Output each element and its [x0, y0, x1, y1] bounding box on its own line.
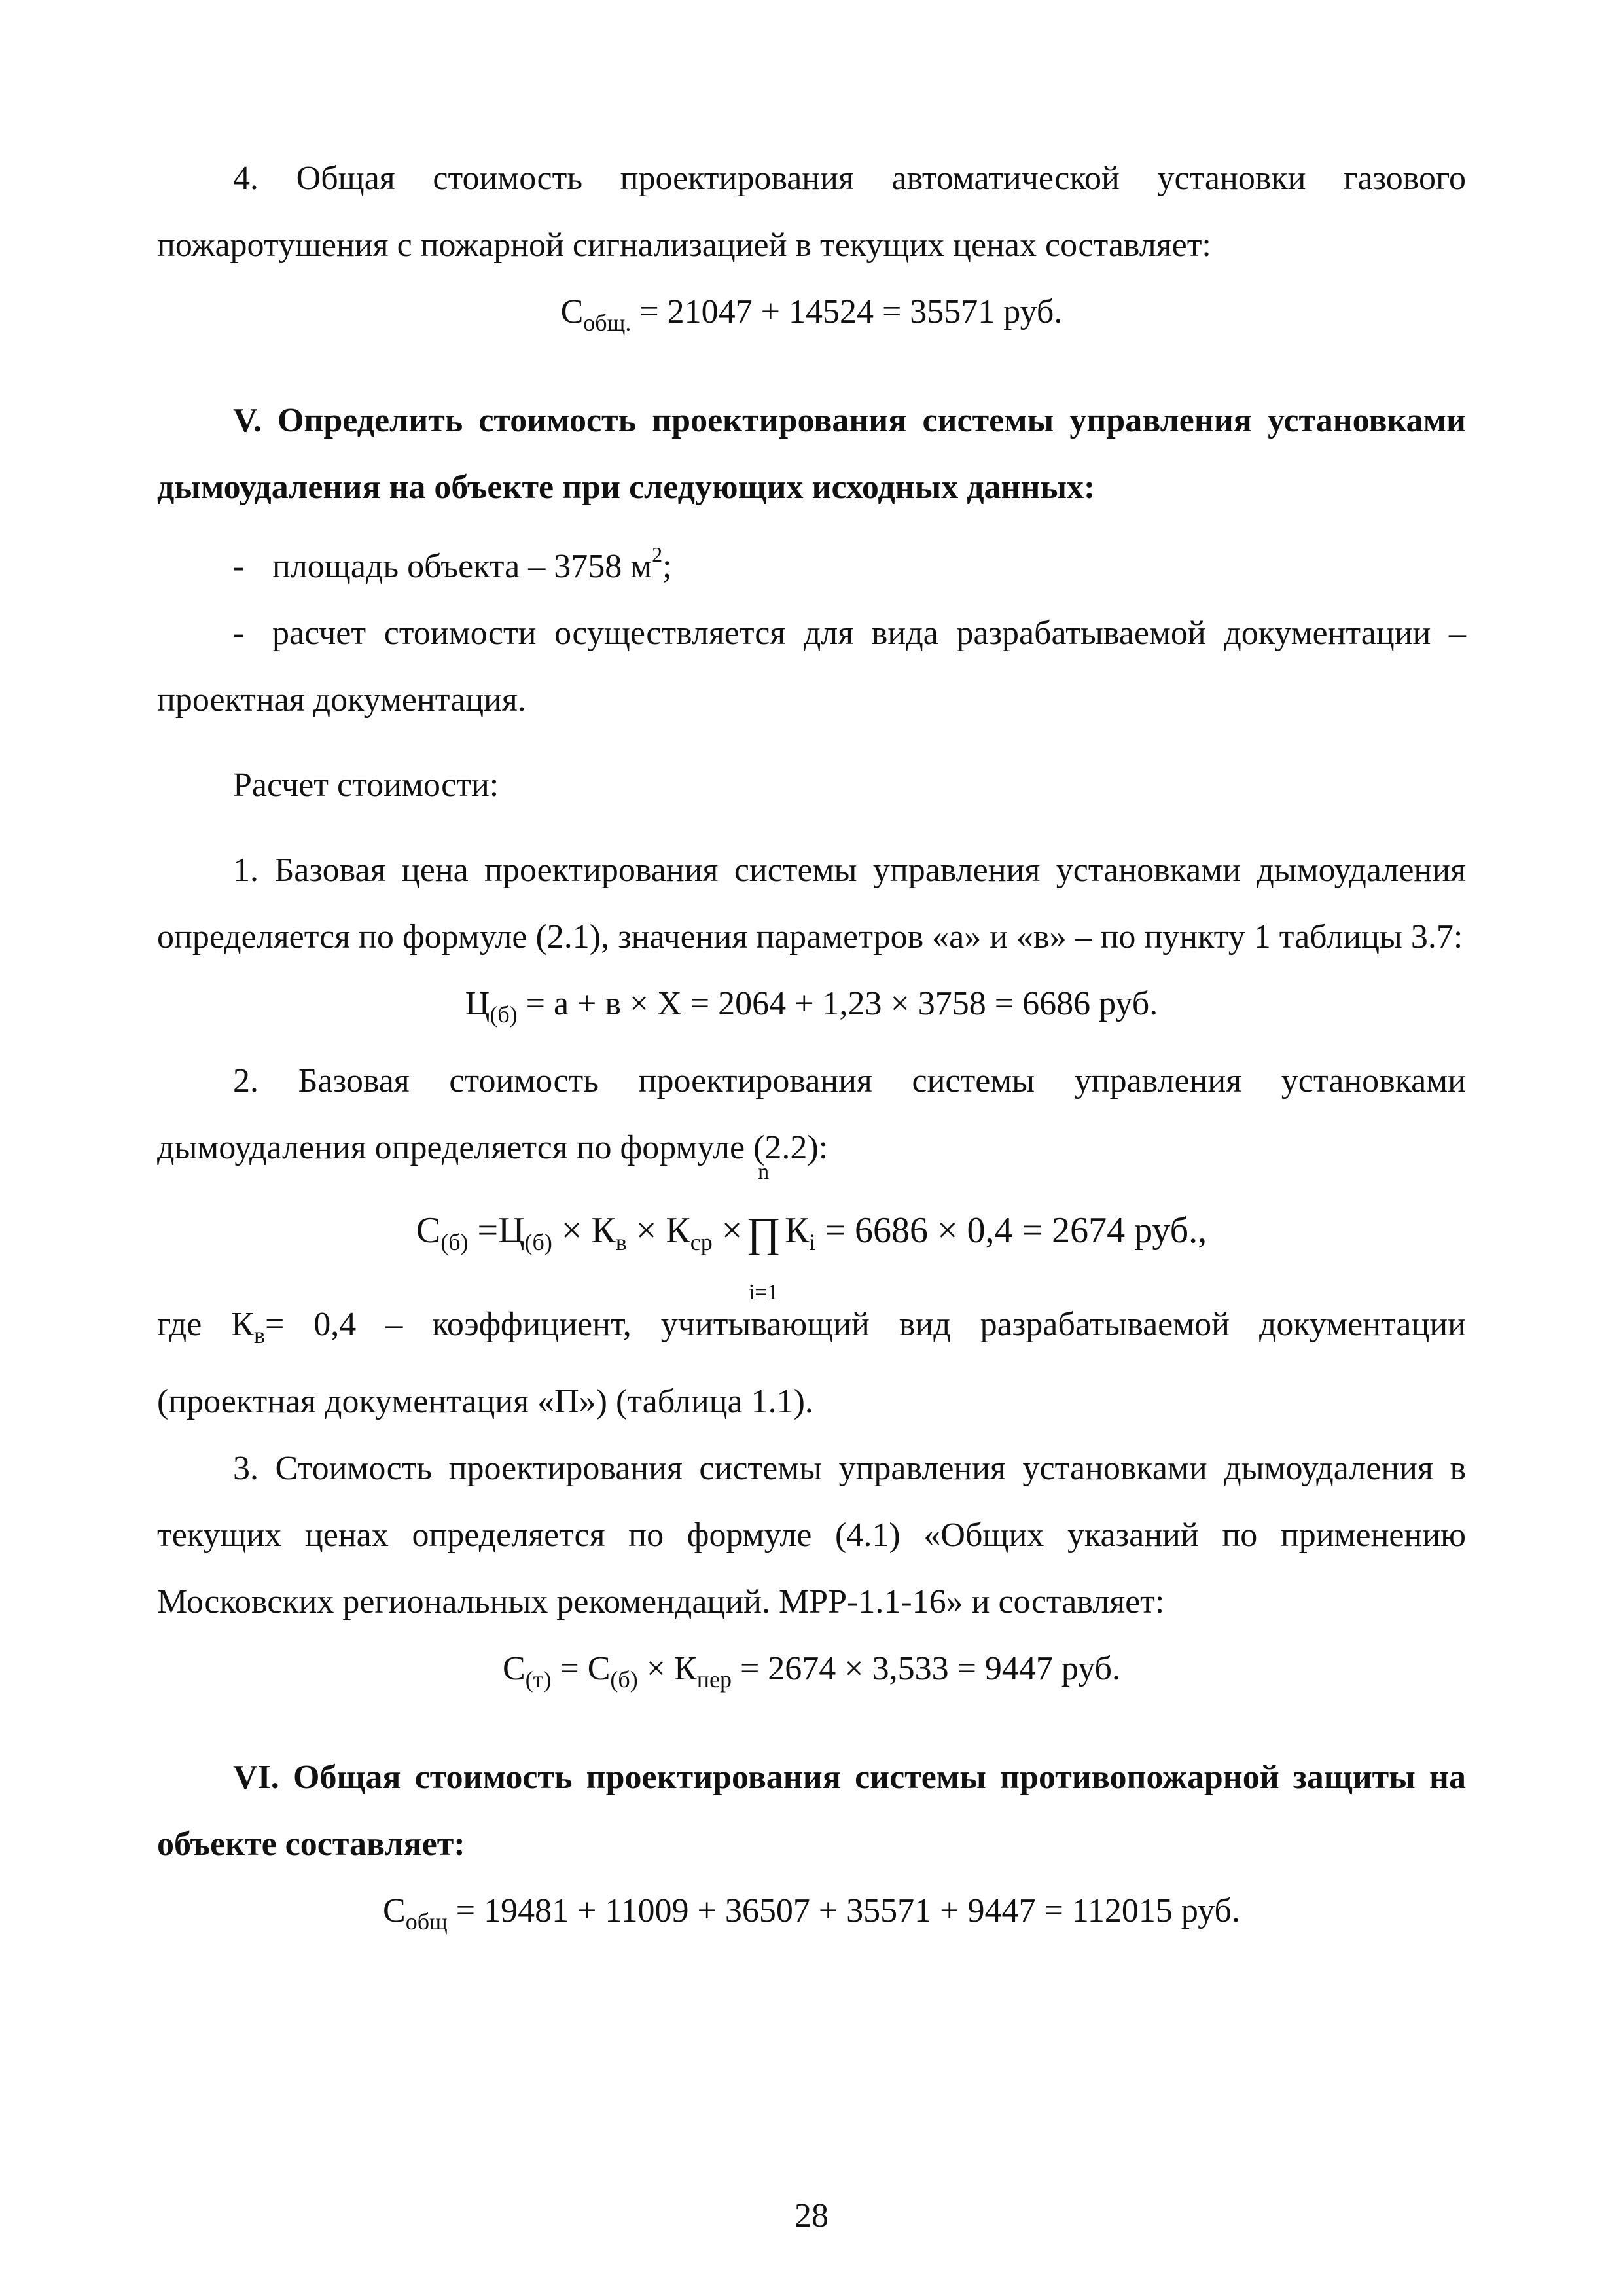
- formula-part: × К: [637, 1650, 697, 1687]
- formula-subscript: (т): [525, 1666, 552, 1693]
- section6-heading: VI. Общая стоимость проектирования системы противопожарной защиты на объекте составляет:: [157, 1759, 1466, 1863]
- step1-formula: [157, 971, 1466, 1048]
- formula-subscript: (б): [610, 1666, 638, 1693]
- product-symbol: ∏: [746, 1209, 781, 1255]
- formula-symbol: Ц: [465, 985, 490, 1022]
- formula-subscript: общ: [405, 1909, 448, 1935]
- section6-formula: [157, 1878, 1466, 1955]
- where-text: = 0,4 – коэффициент, учитывающий вид разрабатываемой документации (проектная документация «П») (таблица 1.1).: [157, 1306, 1466, 1420]
- formula-subscript: (б): [440, 1229, 469, 1255]
- formula-subscript: (б): [524, 1229, 552, 1255]
- formula-body: = а + в × Х = 2064 + 1,23 × 3758 = 6686 руб.: [517, 985, 1158, 1022]
- formula-subscript: (б): [490, 1001, 518, 1028]
- formula-symbol: С: [416, 1210, 441, 1251]
- page-number: 28: [794, 2197, 829, 2234]
- bullet-text: расчет стоимости осуществляется для вида разрабатываемой документации – проектная документация.: [157, 615, 1466, 719]
- formula-subscript: i: [809, 1229, 816, 1255]
- formula-subscript: в: [253, 1322, 265, 1348]
- item4-paragraph: 4. Общая стоимость проектирования автоматической установки газового пожаротушения с пожарной сигнализацией в текущих ценах составляет:: [157, 160, 1466, 264]
- formula-part: ×: [712, 1210, 743, 1251]
- formula-part: × К: [552, 1210, 616, 1251]
- where-text: где К: [157, 1306, 254, 1343]
- calc-label: Расчет стоимости:: [233, 766, 499, 804]
- formula-body: = 21047 + 14524 = 35571 руб.: [631, 293, 1063, 331]
- product-operator: [746, 1160, 781, 1304]
- formula-part: × К: [626, 1210, 690, 1251]
- formula-part: = С: [551, 1650, 611, 1687]
- superscript: 2: [652, 543, 663, 566]
- formula-part: =Ц: [468, 1210, 525, 1251]
- where-paragraph: [157, 1291, 1466, 1435]
- item4-formula: [157, 279, 1466, 356]
- product-lower-limit: i=1: [748, 1280, 779, 1304]
- formula-subscript: в: [615, 1229, 627, 1255]
- bullet-dash: -: [233, 615, 245, 652]
- section5-bullet2: [157, 600, 1466, 734]
- step3-paragraph: 3. Стоимость проектирования системы управления установками дымоудаления в текущих ценах определяется по формуле (4.1) «Общих указаний по применению Московских региональных рекомендаций. МРР-1.1-16» и составляет:: [157, 1450, 1466, 1621]
- formula-subscript: общ.: [583, 310, 632, 336]
- formula-symbol: С: [502, 1650, 526, 1687]
- formula-symbol: С: [560, 293, 584, 331]
- step2-formula: [157, 1160, 1466, 1304]
- section5-bullet1: [157, 521, 1466, 600]
- page-content: [157, 145, 1466, 1955]
- bullet-end: ;: [662, 548, 672, 585]
- formula-symbol: С: [383, 1892, 406, 1929]
- formula-body: = 19481 + 11009 + 36507 + 35571 + 9447 = 112015 руб.: [447, 1892, 1240, 1929]
- step1-paragraph: 1. Базовая цена проектирования системы управления установками дымоудаления определяется по формуле (2.1), значения параметров «а» и «в» – по пункту 1 таблицы 3.7:: [157, 852, 1466, 956]
- product-upper-limit: n: [758, 1160, 770, 1184]
- step3-formula: [157, 1636, 1466, 1713]
- bullet-text: площадь объекта – 3758 м: [272, 548, 652, 585]
- bullet-dash: -: [233, 548, 245, 585]
- step2-paragraph: 2. Базовая стоимость проектирования системы управления установками дымоудаления определяется по формуле (2.2):: [157, 1062, 1466, 1166]
- formula-subscript: пер: [696, 1666, 732, 1693]
- formula-body: = 6686 × 0,4 = 2674 руб.,: [815, 1210, 1207, 1251]
- formula-body: = 2674 × 3,533 = 9447 руб.: [731, 1650, 1121, 1687]
- formula-subscript: ср: [690, 1229, 713, 1255]
- section5-heading: V. Определить стоимость проектирования системы управления установками дымоудаления на объекте при следующих исходных данных:: [157, 402, 1466, 506]
- formula-part: К: [784, 1210, 810, 1251]
